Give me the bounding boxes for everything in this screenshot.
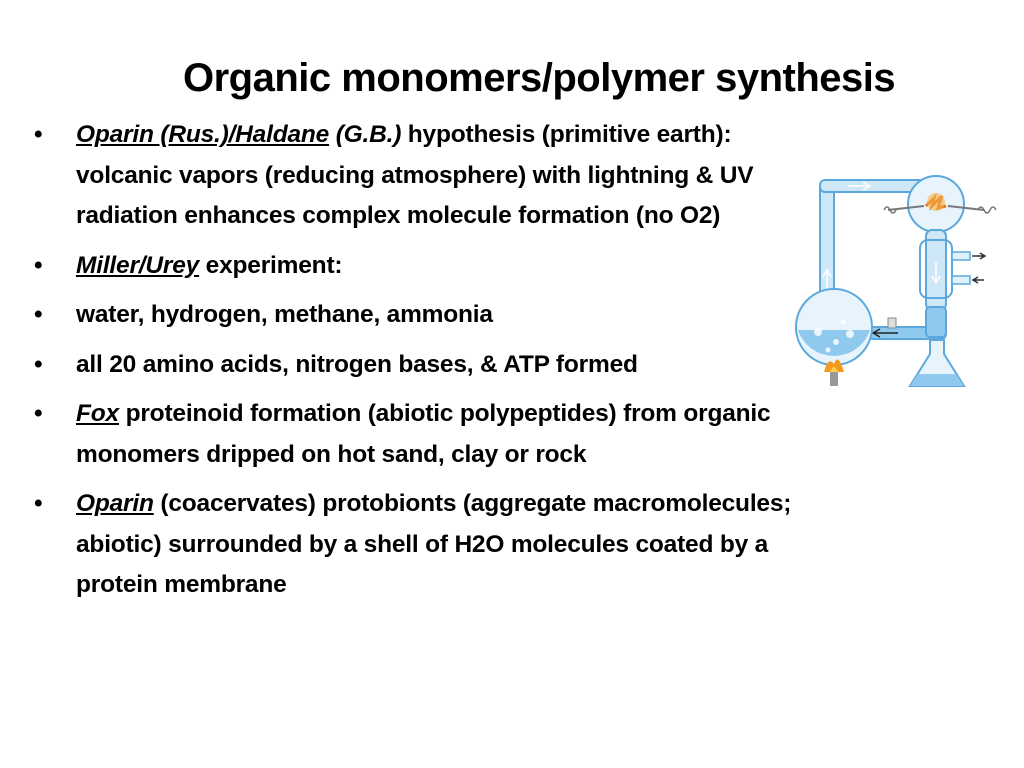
bullet-marker: •: [34, 251, 43, 279]
bullet-item: [34, 345, 794, 386]
bullet-marker: •: [34, 350, 43, 378]
slide-title: Organic monomers/polymer synthesis: [183, 56, 896, 100]
bullet-list: [34, 115, 794, 615]
bullet-text-segment: [329, 121, 336, 148]
bullet-text-segment: Oparin (Rus.)/Haldane: [76, 121, 330, 148]
miller-urey-apparatus-icon: [788, 172, 998, 397]
bullet-marker: •: [34, 400, 43, 427]
bullet-text-segment: water, hydrogen, methane, ammonia: [76, 301, 493, 328]
bullet-marker: •: [34, 301, 43, 328]
bullet-item: [34, 394, 794, 475]
bullet-text-segment: Miller/Urey: [76, 251, 200, 279]
bullet-text-segment: Fox: [76, 400, 119, 427]
bullet-marker: •: [34, 490, 43, 517]
bullet-text-segment: all 20 amino acids, nitrogen bases, & ATP formed: [76, 350, 638, 378]
bullet-text-segment: experiment:: [199, 251, 343, 279]
bullet-item: [34, 246, 794, 287]
bullet-marker: •: [34, 121, 43, 148]
bullet-item: [34, 484, 794, 606]
bullet-text-segment: Oparin: [76, 490, 154, 517]
bullet-text-segment: proteinoid formation (abiotic polypeptides) from organic monomers dripped on hot sand, clay or rock: [76, 400, 771, 468]
bullet-item: [34, 295, 794, 336]
bullet-text-segment: (G.B.): [335, 121, 402, 148]
bullet-item: [34, 115, 794, 237]
bullet-text-segment: hypothesis (primitive earth): volcanic vapors (reducing atmosphere) with lightning & UV radiation enhances complex molecule formation (no O2): [76, 121, 754, 229]
bullet-text-segment: (coacervates) protobionts (aggregate macromolecules; abiotic) surrounded by a shell of H2O molecules coated by a protein membrane: [76, 490, 792, 598]
